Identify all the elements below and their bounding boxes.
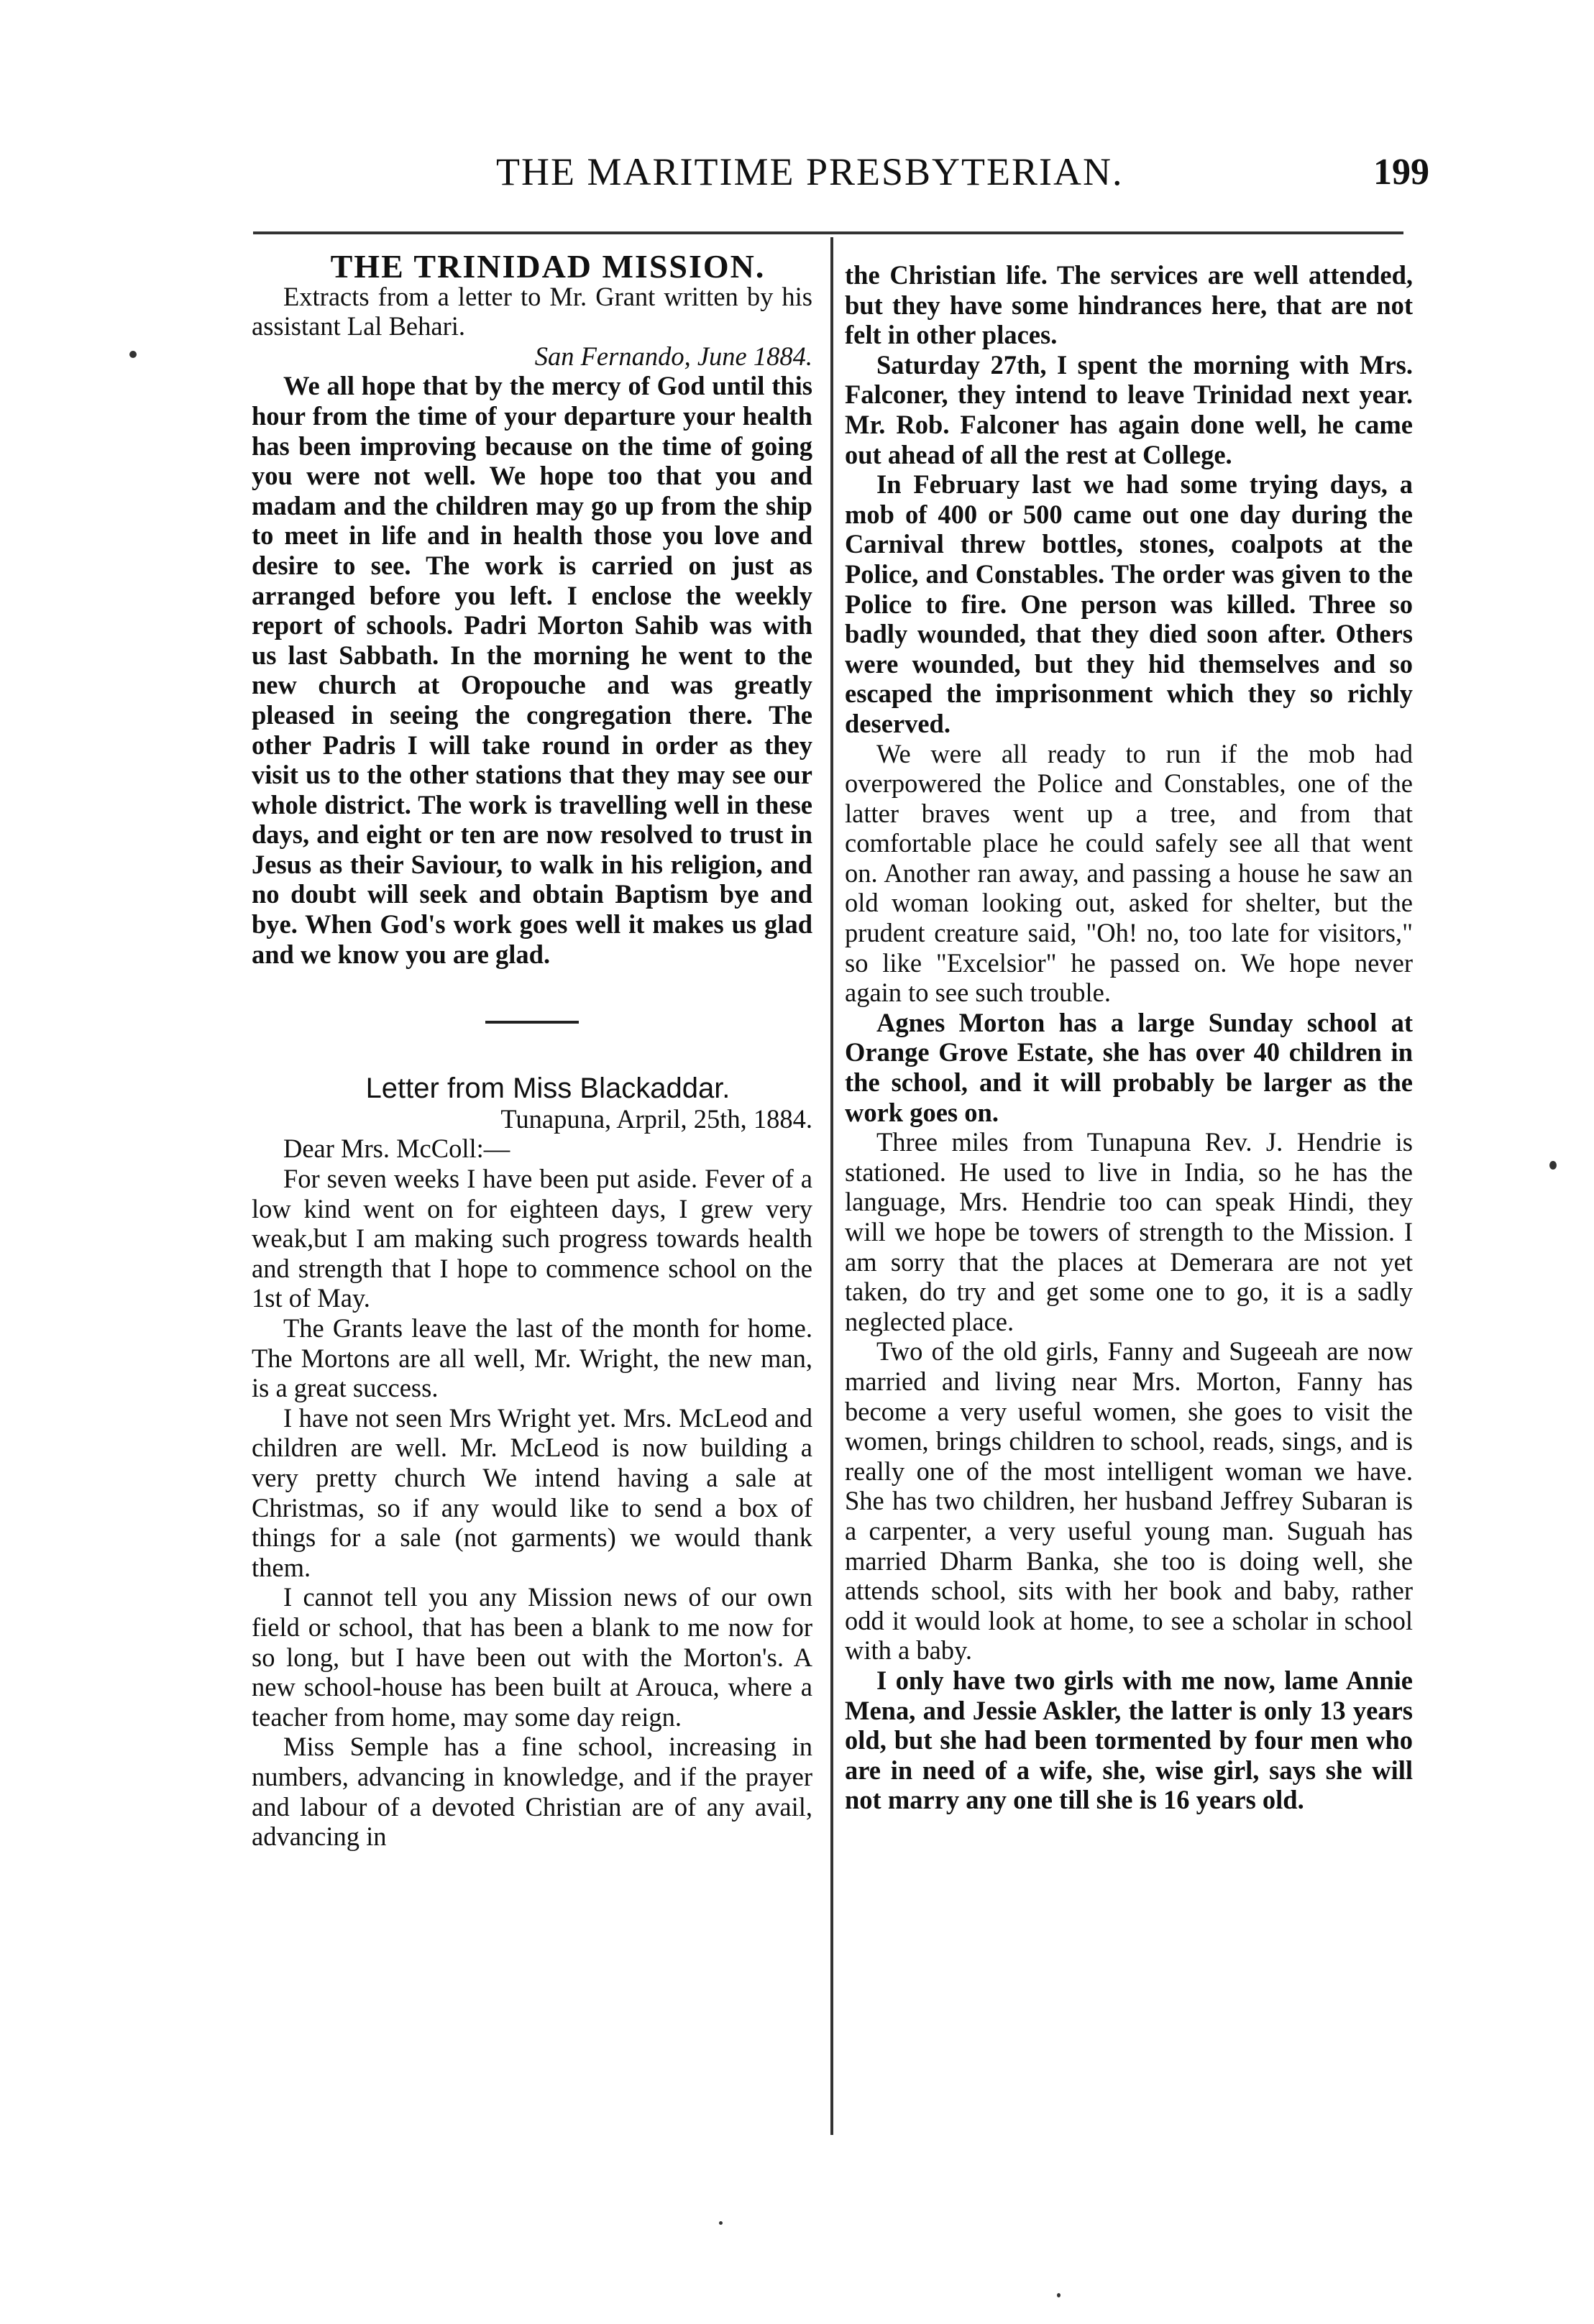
paragraph: We were all ready to run if the mob had overpowered the Police and Constables, one of the latter braves went up a tree, and from that comfortable place he could safely see all that went on. Another ran away, and passing a house he saw an old woman looking out, asked for shelter, but the prudent creature said, "Oh! no, too late for visitors," so like "Excelsior" he passed on. We hope never again to see such trouble. [845, 738, 1413, 1008]
placeline: San Fernando, June 1884. [534, 341, 812, 371]
letter-salutation: Dear Mrs. McColl:— [283, 1134, 510, 1164]
letter-dateline: Tunapuna, Arpril, 25th, 1884. [500, 1103, 812, 1134]
paragraph: Miss Semple has a fine school, increasing in numbers, advancing in knowledge, and if the prayer and labour of a devoted Christian are of any avail, advancing in [252, 1732, 812, 1852]
section-divider [485, 1021, 579, 1024]
paragraph: Three miles from Tunapuna Rev. J. Hendrie is stationed. He used to live in India, so he has the language, Mrs. Hendrie too can speak Hindi, they will we hope be towers of strength to the Mission. I am sorry that the places at Demerara are not yet taken, do try and get some one to go, it is a sadly neglected place. [845, 1127, 1413, 1336]
paragraph: In February last we had some trying days, a mob of 400 or 500 came out one day during the Carnival threw bottles, stones, coalpots at the Police, and Constables. The order was given to the Police to fire. One person was killed. Three so badly wounded, that they died soon after. Others were wounded, but they hid themselves and so escaped the imprisonment which they so richly deserved. [845, 469, 1413, 738]
paragraph: Two of the old girls, Fanny and Sugeeah are now married and living near Mrs. Morton, Fanny has become a very useful women, she goes to visit the women, brings children to school, reads, sings, and is really one of the most intelligent woman we have. She has two children, her husband Jeffrey Subaran is a carpenter, a very useful young man. Suguah has married Dharm Banka, she too is doing well, she attends school, sits with her book and baby, rather odd it would look at home, to see a scholar in school with a baby. [845, 1336, 1413, 1666]
scan-speck [1549, 1161, 1557, 1170]
scan-speck [719, 2221, 723, 2225]
right-column [845, 260, 1413, 1815]
letter-title: Letter from Miss Blackaddar. [365, 1073, 730, 1105]
paragraph: I only have two girls with me now, lame Annie Mena, and Jessie Askler, the latter is only 13 years old, but she had been tormented by four men who are in need of a wife, she, wise girl, says she will not marry any one till she is 16 years old. [845, 1665, 1413, 1815]
header-rule [253, 231, 1403, 234]
section-subtitle: Extracts from a letter to Mr. Grant written by his assistant Lal Behari. [252, 281, 812, 341]
paragraph: Saturday 27th, I spent the morning with Mrs. Falconer, they intend to leave Trinidad next year. Mr. Rob. Falconer has again done well, he came out ahead of all the rest at College. [845, 349, 1413, 469]
left-column [252, 248, 812, 1852]
paragraph: I have not seen Mrs Wright yet. Mrs. McLeod and children are well. Mr. McLeod is now building a very pretty church We intend having a sale at Christmas, so if any would like to send a box of things for a sale (not garments) we would thank them. [252, 1402, 812, 1582]
paragraph: Agnes Morton has a large Sunday school at Orange Grove Estate, she has over 40 children in the school, and it will probably be larger as the work goes on. [845, 1007, 1413, 1127]
paragraph: We all hope that by the mercy of God until this hour from the time of your departure your health has been improving because on the time of going you were not well. We hope too that you and madam and the children may go up from the ship to meet in life and in health those you love and desire to see. The work is carried on just as arranged before you left. I enclose the weekly report of schools. Padri Morton Sahib was with us last Sabbath. In the morning he went to the new church at Oropouche and was greatly pleased in seeing the congregation there. The other Padris I will take round in order as they visit us to the other stations that they may see our whole district. The work is travelling well in these days, and eight or ten are now resolved to trust in Jesus as their Saviour, to walk in his religion, and no doubt will seek and obtain Baptism bye and bye. When God's work goes well it makes us glad and we know you are glad. [252, 371, 812, 969]
section-title: THE TRINIDAD MISSION. [330, 248, 766, 285]
scan-speck [129, 351, 137, 358]
publication-title: THE MARITIME PRESBYTERIAN. [496, 150, 1124, 193]
page-header [252, 150, 1474, 207]
paragraph: I cannot tell you any Mission news of our own field or school, that has been a blank to me now for so long, but I have been out with the Morton's. A new school-house has been built at Arouca, where a teacher from home, may some day reign. [252, 1582, 812, 1732]
column-divider [830, 237, 833, 2135]
scan-speck [1057, 2293, 1061, 2297]
page-number: 199 [1373, 152, 1429, 193]
paragraph: the Christian life. The services are well attended, but they have some hindrances here, that are not felt in other places. [845, 260, 1413, 350]
paragraph: For seven weeks I have been put aside. Fever of a low kind went on for eighteen days, I grew very weak,but I am making such progress towards health and strength that I hope to commence school on the 1st of May. [252, 1164, 812, 1313]
paragraph: The Grants leave the last of the month for home. The Mortons are all well, Mr. Wright, the new man, is a great success. [252, 1313, 812, 1403]
